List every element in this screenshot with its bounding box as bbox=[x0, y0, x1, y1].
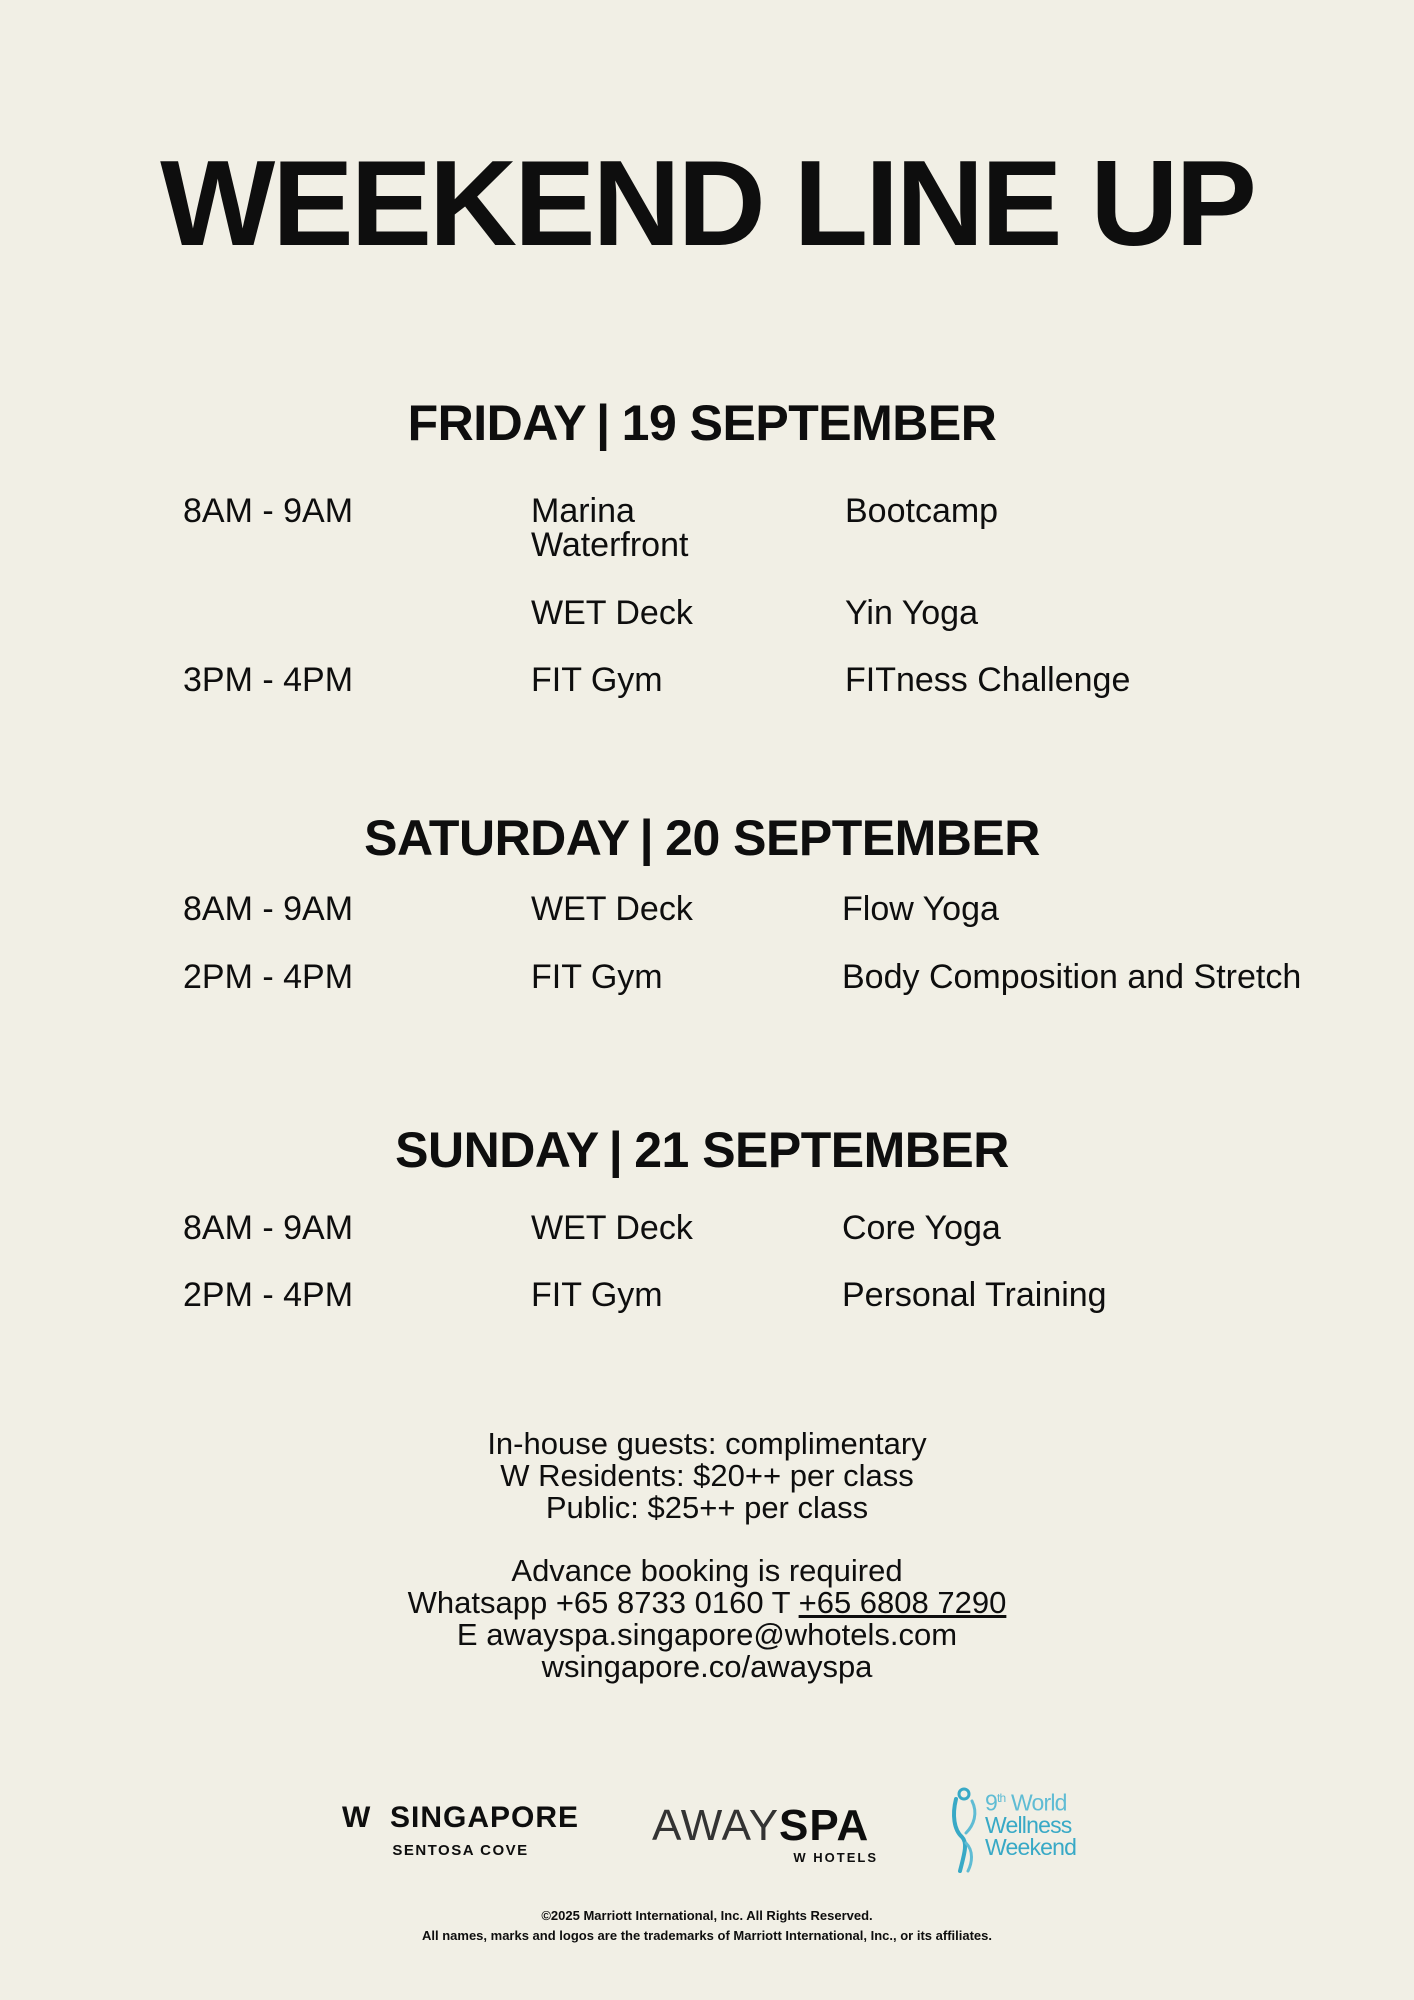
schedule-location: WET Deck bbox=[531, 890, 693, 928]
day-heading-saturday bbox=[0, 810, 1404, 866]
w-singapore-logo-sub: SENTOSA COVE bbox=[392, 1842, 529, 1859]
footer bbox=[0, 1906, 1414, 1946]
w-singapore-logo bbox=[338, 1802, 583, 1859]
booking-contact bbox=[0, 1587, 1414, 1619]
schedule-time: 8AM - 9AM bbox=[183, 492, 354, 530]
schedule-location: FIT Gym bbox=[531, 661, 663, 699]
pricing-in-house: In-house guests: complimentary bbox=[487, 1426, 927, 1461]
day-separator: | bbox=[608, 1122, 623, 1178]
day-date: 20 SEPTEMBER bbox=[665, 810, 1040, 866]
day-heading-friday bbox=[0, 395, 1404, 451]
schedule-activity: Personal Training bbox=[842, 1276, 1107, 1314]
schedule-time: 3PM - 4PM bbox=[183, 661, 354, 699]
footer-trademark: All names, marks and logos are the trademarks of Marriott International, Inc., or its affiliates. bbox=[422, 1928, 992, 1943]
schedule-location: WET Deck bbox=[531, 1209, 693, 1247]
wellness-line2: Wellness bbox=[985, 1811, 1072, 1838]
away-spa-logo-sub: W HOTELS bbox=[793, 1850, 878, 1865]
schedule-location: FIT Gym bbox=[531, 1276, 663, 1314]
booking-notice: Advance booking is required bbox=[511, 1553, 903, 1588]
day-name: FRIDAY bbox=[407, 395, 587, 451]
wellness-ordinal-suffix: th bbox=[997, 1791, 1006, 1805]
booking-whatsapp: Whatsapp +65 8733 0160 T bbox=[407, 1585, 799, 1620]
day-name: SUNDAY bbox=[395, 1122, 599, 1178]
schedule-location: WET Deck bbox=[531, 594, 693, 632]
day-name: SATURDAY bbox=[364, 810, 630, 866]
day-separator: | bbox=[639, 810, 654, 866]
pricing-residents: W Residents: $20++ per class bbox=[500, 1458, 914, 1493]
wellness-figure-icon bbox=[950, 1785, 984, 1875]
booking-website[interactable]: wsingapore.co/awayspa bbox=[541, 1649, 873, 1684]
away-spa-logo-spa: SPA bbox=[779, 1801, 870, 1850]
schedule-activity: Core Yoga bbox=[842, 1209, 1001, 1247]
day-separator: | bbox=[596, 395, 610, 451]
w-singapore-logo-name: W SINGAPORE bbox=[341, 1801, 579, 1834]
schedule-time: 2PM - 4PM bbox=[183, 958, 354, 996]
day-date: 21 SEPTEMBER bbox=[634, 1122, 1009, 1178]
schedule-location: FIT Gym bbox=[531, 958, 663, 996]
page-title: WEEKEND LINE UP bbox=[160, 135, 1254, 271]
schedule-activity: FITness Challenge bbox=[845, 661, 1131, 699]
away-spa-logo-away: AWAY bbox=[652, 1801, 780, 1850]
wellness-ordinal: 9 bbox=[985, 1789, 997, 1816]
schedule-time: 2PM - 4PM bbox=[183, 1276, 354, 1314]
footer-copyright: ©2025 Marriott International, Inc. All Rights Reserved. bbox=[541, 1908, 873, 1923]
day-heading-sunday bbox=[0, 1122, 1404, 1178]
schedule-time: 8AM - 9AM bbox=[183, 890, 354, 928]
wellness-line3: Weekend bbox=[985, 1833, 1077, 1860]
booking-info bbox=[0, 1555, 1414, 1683]
day-date: 19 SEPTEMBER bbox=[621, 395, 997, 451]
schedule-activity: Bootcamp bbox=[845, 492, 999, 530]
away-spa-logo-wordmark bbox=[652, 1801, 882, 1850]
wellness-logo-text bbox=[985, 1787, 1076, 1858]
schedule-time: 8AM - 9AM bbox=[183, 1209, 354, 1247]
schedule-activity: Body Composition and Stretch bbox=[842, 958, 1302, 996]
schedule-location: Waterfront bbox=[531, 526, 689, 564]
schedule-location: Marina bbox=[531, 492, 635, 530]
booking-phone-link[interactable]: +65 6808 7290 bbox=[798, 1585, 1007, 1620]
wellness-line1: World bbox=[1011, 1789, 1067, 1816]
booking-email[interactable]: E awayspa.singapore@whotels.com bbox=[456, 1617, 958, 1652]
schedule-activity: Yin Yoga bbox=[845, 594, 978, 632]
pricing-info bbox=[0, 1428, 1414, 1524]
away-spa-logo bbox=[652, 1801, 882, 1865]
world-wellness-weekend-logo bbox=[950, 1785, 1090, 1875]
schedule-activity: Flow Yoga bbox=[842, 890, 999, 928]
pricing-public: Public: $25++ per class bbox=[545, 1490, 869, 1525]
